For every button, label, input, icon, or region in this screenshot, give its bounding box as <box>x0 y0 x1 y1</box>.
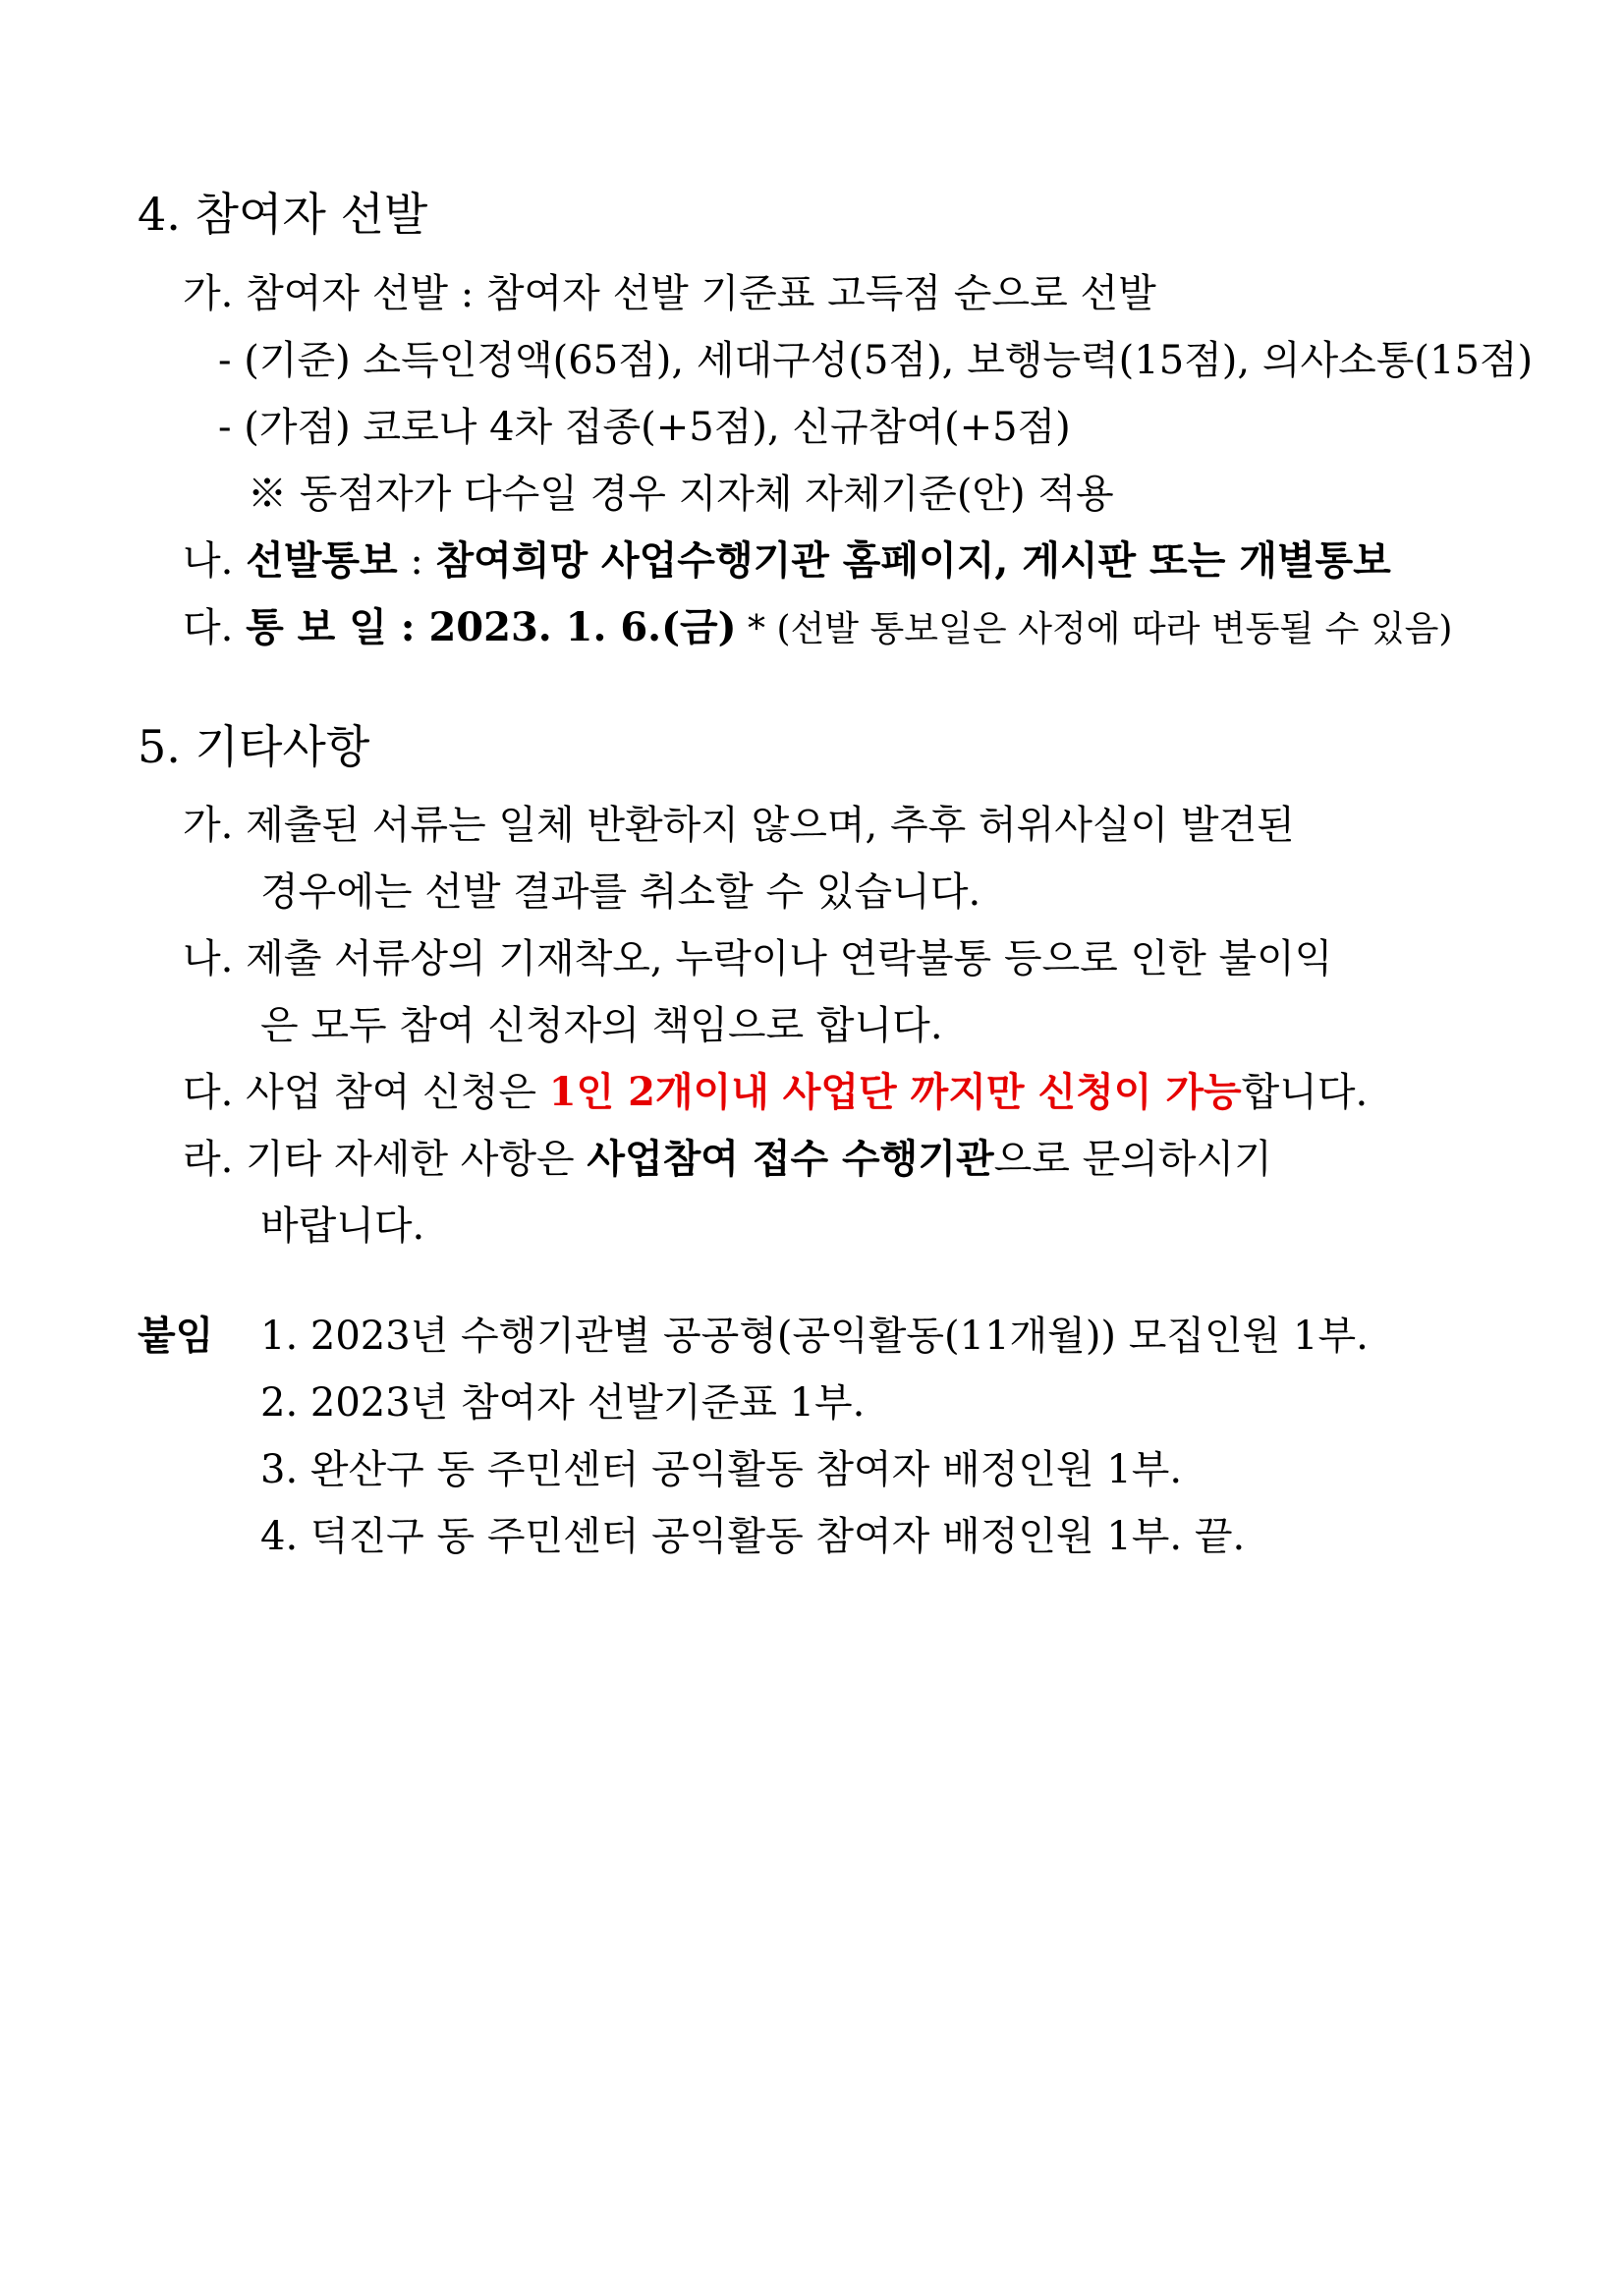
notice-method: 참여희망 사업수행기관 홈페이지, 게시판 또는 개별통보 <box>435 537 1391 584</box>
section-4-item-na <box>183 533 1391 588</box>
item-text-suffix: 으로 문의하시기 <box>993 1137 1272 1182</box>
item-prefix: 다. <box>183 605 247 650</box>
section-5-item-na-line2: 은 모두 참여 신청자의 책임으로 합니다. <box>260 1003 943 1048</box>
section-5-item-da <box>183 1065 1368 1120</box>
item-text-suffix: 합니다. <box>1241 1070 1369 1115</box>
contact-agency: 사업참여 접수 수행기관 <box>587 1136 994 1182</box>
section-4-bonus: - (가점) 코로나 4차 접종(+5점), 신규참여(+5점) <box>218 405 1071 450</box>
section-4-item-da <box>183 600 1452 657</box>
label-separator: : <box>397 538 436 584</box>
section-4-item-ga: 가. 참여자 선발 : 참여자 선발 기준표 고득점 순으로 선발 <box>183 271 1156 316</box>
attachment-item: 4. 덕진구 동 주민센터 공익활동 참여자 배정인원 1부. 끝. <box>260 1514 1246 1559</box>
attachment-item: 3. 완산구 동 주민센터 공익활동 참여자 배정인원 1부. <box>260 1447 1183 1492</box>
section-5-item-ga-line1: 가. 제출된 서류는 일체 반환하지 않으며, 추후 허위사실이 발견된 <box>183 803 1295 848</box>
section-5-item-ra-line1 <box>183 1132 1272 1187</box>
attachment-item: 2. 2023년 참여자 선발기준표 1부. <box>260 1380 866 1426</box>
section-4-title: 4. 참여자 선발 <box>138 188 428 241</box>
section-5-item-ga-line2: 경우에는 선발 결과를 취소할 수 있습니다. <box>260 869 981 915</box>
section-5-item-ra-line2: 바랍니다. <box>260 1204 425 1249</box>
notice-label: 선발통보 <box>246 537 398 584</box>
attachments-label: 붙임 <box>138 1313 214 1359</box>
section-5-title: 5. 기타사항 <box>138 720 370 773</box>
notice-date: 통 보 일 : 2023. 1. 6.(금) <box>246 604 737 650</box>
application-limit-highlight: 1인 2개이내 사업단 까지만 신청이 가능 <box>548 1069 1242 1115</box>
section-5-item-na-line1: 나. 제출 서류상의 기재착오, 누락이나 연락불통 등으로 인한 불이익 <box>183 936 1333 981</box>
item-text: 다. 사업 참여 신청은 <box>183 1070 549 1115</box>
attachment-item: 1. 2023년 수행기관별 공공형(공익활동(11개월)) 모집인원 1부. <box>260 1314 1369 1359</box>
section-4-criteria: - (기준) 소득인정액(65점), 세대구성(5점), 보행능력(15점), 의사소통(15점) <box>218 338 1534 383</box>
section-4-tie-note: ※ 동점자가 다수일 경우 지자체 자체기준(안) 적용 <box>248 472 1114 517</box>
item-text: 라. 기타 자세한 사항은 <box>183 1137 588 1182</box>
item-prefix: 나. <box>183 538 247 584</box>
notice-date-note: * (선발 통보일은 사정에 따라 변동될 수 있음) <box>736 609 1453 649</box>
